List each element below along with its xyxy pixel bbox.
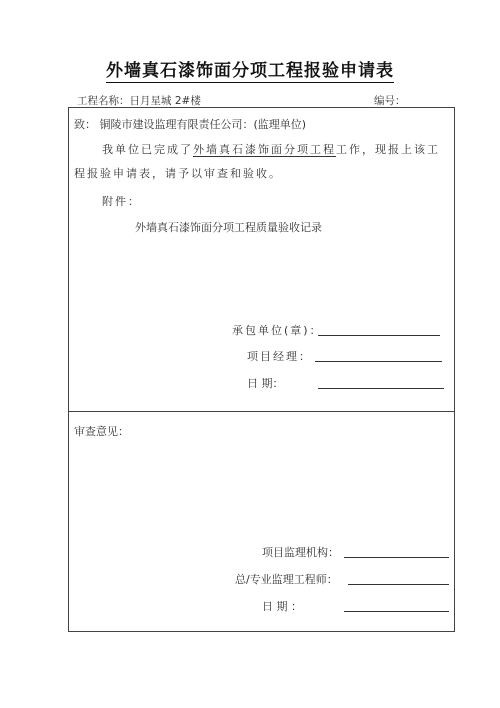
body-text-line-1: 我单位已完成了外墙真石漆饰面分项工程工作，现报上该工: [102, 143, 440, 156]
supervising-engineer-signature-line[interactable]: [348, 584, 449, 585]
supervising-engineer-label: 总/专业监理工程师：: [235, 573, 338, 586]
work-name: 外墙真石漆饰面分项工程: [193, 143, 336, 156]
supervision-agency-signature-line[interactable]: [344, 557, 449, 558]
project-manager-label: 项目经理：: [247, 350, 312, 363]
supervision-agency-label: 项目监理机构：: [262, 546, 339, 559]
serial-number-label: 编号：: [374, 95, 406, 107]
review-opinion-label: 审查意见：: [74, 425, 129, 438]
section2-date-label: 日 期 ：: [262, 600, 302, 613]
addressee-line: 致： 铜陵市建设监理有限责任公司：(监理单位): [74, 118, 307, 131]
section2-date-line[interactable]: [344, 611, 449, 612]
contractor-signature-line[interactable]: [318, 335, 440, 336]
section1-date-label: 日 期：: [247, 377, 284, 390]
attachment-item: 外墙真石漆饰面分项工程质量验收记录: [135, 221, 322, 234]
project-manager-signature-line[interactable]: [315, 361, 442, 362]
project-name: 工程名称：日月星城 2#楼: [77, 95, 201, 107]
attachment-label: 附件：: [102, 195, 141, 208]
section1-date-line[interactable]: [318, 388, 444, 389]
contractor-label: 承包单位(章)：: [232, 324, 323, 337]
form-title: 外墙真石漆饰面分项工程报验申请表: [106, 61, 394, 81]
body-text-line-2: 程报验申请表，请予以审查和验收。: [74, 167, 282, 180]
section-divider: [68, 411, 455, 412]
